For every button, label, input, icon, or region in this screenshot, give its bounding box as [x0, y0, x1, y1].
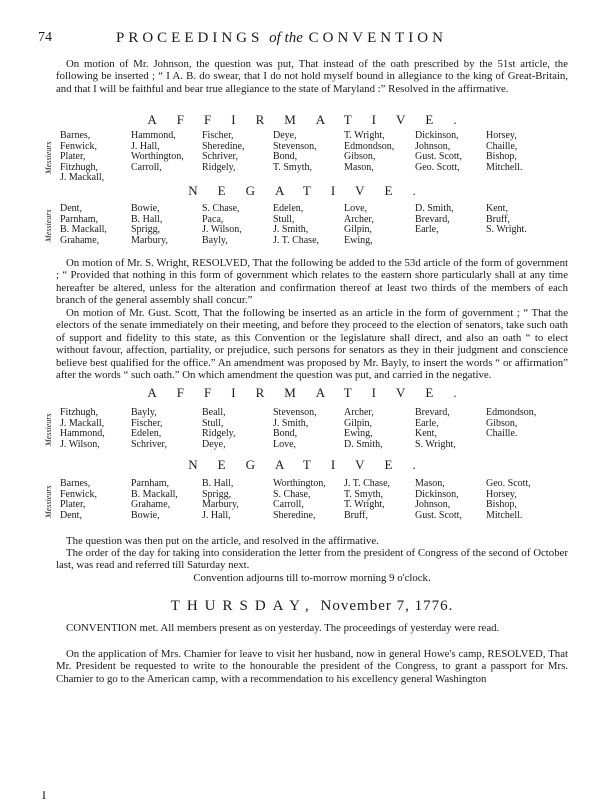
vote2-negative-list: [44, 479, 574, 525]
member-name: Johnson,: [415, 499, 451, 511]
name-columns: [60, 479, 574, 521]
member-name: Gust. Scott,: [415, 151, 462, 163]
member-name: Brevard,: [415, 213, 450, 225]
member-name: Love,: [344, 203, 368, 214]
member-name: S. Wright.: [486, 224, 527, 236]
paragraph-scott-motion: On motion of Mr. Gust. Scott, That the following be inserted as an article in the form of government ; “ That the electors of the senate immediately on their meeting, and before they proceed to the election of senators, take such oath of support and fidelity to this state, as this Convention or the legislature shall direct, and also an oath “ to elect without favour, affection, partiality, or prejudice, such persons for senators as they in their judgment and conscience believe best qualified for the office.” An amendment was proposed by Mr. Bayly, to insert the words “ or affirmation” after the words “ such oath.” On which amendment the question was put, and carried in the negative.: [56, 307, 568, 382]
member-name: T. Wright,: [344, 130, 385, 141]
day-name: THURSDAY,: [170, 598, 316, 614]
member-name: B. Mackall,: [60, 224, 107, 236]
title-main: PROCEEDINGS: [116, 30, 264, 46]
member-name: Barnes,: [60, 478, 91, 489]
member-name: D. Smith,: [344, 438, 383, 450]
member-name: T. Wright,: [344, 499, 385, 511]
member-name: Fitzhugh,: [60, 407, 99, 418]
member-name: Earle,: [415, 224, 439, 236]
member-name: Worthington,: [273, 478, 326, 489]
name-column: [486, 131, 557, 184]
member-name: Gilpin,: [344, 224, 373, 236]
member-name: Bishop,: [486, 499, 517, 511]
name-column: [415, 408, 486, 450]
member-name: Bruff,: [486, 213, 510, 225]
member-name: Bayly,: [202, 234, 228, 246]
member-name: Dent,: [60, 509, 82, 521]
member-name: J. T. Chase,: [344, 478, 391, 489]
member-name: Stull,: [273, 213, 295, 225]
member-name: Dickinson,: [415, 488, 459, 500]
name-column: [131, 204, 202, 246]
name-column: [415, 479, 486, 521]
vote1-negative-heading: NEGATIVE.: [188, 183, 436, 198]
member-name: J. Smith,: [273, 417, 309, 429]
paragraph-oath-motion: On motion of Mr. Johnson, the question was put, That instead of the oath prescribed by the 51st article, the following be inserted ; “ I A. B. do swear, that I do not hold myself bound in allegiance to the king of Great-Britain, and that I will be faithful and bear true allegiance to the state of Maryland :” Resolved in the affirmative.: [56, 58, 568, 95]
member-name: Deye,: [202, 438, 226, 450]
name-columns: [60, 131, 574, 184]
member-name: Deye,: [273, 130, 297, 141]
member-name: B. Hall,: [131, 213, 163, 225]
name-column: [486, 479, 557, 521]
member-name: Barnes,: [60, 130, 91, 141]
name-column: [60, 408, 131, 450]
member-name: Stevenson,: [273, 140, 317, 152]
name-column: [202, 131, 273, 184]
member-name: J. Wilson,: [60, 438, 100, 450]
member-name: Plater,: [60, 151, 86, 163]
messieurs-label: Messieurs: [44, 413, 53, 447]
member-name: Johnson,: [415, 140, 451, 152]
day-heading: [56, 598, 568, 615]
member-name: Earle,: [415, 417, 439, 429]
member-name: J. Hall,: [202, 509, 231, 521]
member-name: Worthington,: [131, 151, 184, 163]
member-name: Brevard,: [415, 407, 450, 418]
member-name: S. Chase,: [273, 488, 311, 500]
name-column: [60, 131, 131, 184]
member-name: Carroll,: [273, 499, 304, 511]
member-name: J. Wilson,: [202, 224, 242, 236]
member-name: Ridgely,: [202, 161, 236, 173]
vote2-negative-heading: NEGATIVE.: [188, 457, 436, 472]
member-name: Love,: [273, 438, 297, 450]
paragraph-convention-met: CONVENTION met. All members present as on yesterday. The proceedings of yesterday were read.: [66, 622, 500, 634]
member-name: Chaille,: [486, 140, 518, 152]
member-name: Edelen,: [131, 428, 162, 440]
member-name: Kent,: [415, 428, 437, 440]
name-column: [344, 479, 415, 521]
name-column: [131, 479, 202, 521]
member-name: Edmondson,: [486, 407, 537, 418]
name-column: [60, 204, 131, 246]
member-name: Gilpin,: [344, 417, 373, 429]
member-name: Mason,: [415, 478, 445, 489]
member-name: T. Smyth,: [273, 161, 312, 173]
name-columns: [60, 408, 574, 450]
name-column: [273, 408, 344, 450]
messieurs-label: Messieurs: [44, 209, 53, 243]
member-name: Ewing,: [344, 234, 373, 246]
member-name: Parnham,: [60, 213, 99, 225]
member-name: Horsey,: [486, 130, 517, 141]
member-name: Gibson,: [344, 151, 376, 163]
member-name: Chaille.: [486, 428, 518, 440]
member-name: Geo. Scott,: [415, 161, 460, 173]
title-end: CONVENTION: [308, 30, 447, 46]
day-date: November 7, 1776.: [320, 598, 454, 614]
member-name: J. Mackall,: [60, 417, 105, 429]
name-column: [273, 479, 344, 521]
title-of: of the: [269, 30, 303, 46]
member-name: S. Chase,: [202, 203, 240, 214]
vote1-affirmative-heading: AFFIRMATIVE.: [147, 112, 477, 127]
paragraph-article-result: The question was then put on the article, and resolved in the affirmative.: [66, 535, 379, 547]
member-name: Sprigg,: [202, 488, 232, 500]
name-column: [131, 408, 202, 450]
name-column: [60, 479, 131, 521]
member-name: Schriver,: [202, 151, 238, 163]
member-name: Dickinson,: [415, 130, 459, 141]
member-name: Paca,: [202, 213, 224, 225]
stray-mark: I: [42, 788, 46, 802]
name-column: [415, 204, 486, 246]
member-name: S. Wright,: [415, 438, 456, 450]
member-name: Stull,: [202, 417, 224, 429]
member-name: Bishop,: [486, 151, 517, 163]
member-name: Ridgely,: [202, 428, 236, 440]
member-name: Geo. Scott,: [486, 478, 531, 489]
member-name: Edmondson,: [344, 140, 395, 152]
page-header: [38, 30, 578, 48]
name-column: [486, 204, 557, 246]
member-name: Stevenson,: [273, 407, 317, 418]
member-name: T. Smyth,: [344, 488, 383, 500]
member-name: Bayly,: [131, 407, 157, 418]
paragraph-adjournment: Convention adjourns till to-morrow morning 9 o'clock.: [193, 572, 431, 584]
member-name: Sheredine,: [273, 509, 316, 521]
member-name: D. Smith,: [415, 203, 454, 214]
member-name: Mitchell.: [486, 161, 523, 173]
member-name: Parnham,: [131, 478, 170, 489]
member-name: Horsey,: [486, 488, 517, 500]
name-column: [131, 131, 202, 184]
name-column: [344, 204, 415, 246]
member-name: Gibson,: [486, 417, 518, 429]
member-name: Hammond,: [60, 428, 105, 440]
member-name: Mason,: [344, 161, 374, 173]
name-column: [344, 408, 415, 450]
member-name: Archer,: [344, 213, 374, 225]
name-column: [273, 204, 344, 246]
member-name: Grahame,: [60, 234, 100, 246]
member-name: Fenwick,: [60, 140, 97, 152]
member-name: J. Hall,: [131, 140, 160, 152]
member-name: Schriver,: [131, 438, 167, 450]
member-name: Grahame,: [131, 499, 171, 511]
member-name: J. Mackall,: [60, 172, 105, 184]
member-name: Sprigg,: [131, 224, 161, 236]
messieurs-label: Messieurs: [44, 141, 53, 175]
name-column: [273, 131, 344, 184]
member-name: Kent,: [486, 203, 508, 214]
page-number: 74: [38, 30, 52, 45]
vote1-negative-list: [44, 204, 574, 248]
member-name: Archer,: [344, 407, 374, 418]
member-name: Hammond,: [131, 130, 176, 141]
member-name: Marbury,: [202, 499, 239, 511]
member-name: Beall,: [202, 407, 226, 418]
name-column: [202, 408, 273, 450]
member-name: Ewing,: [344, 428, 373, 440]
member-name: Fitzhugh,: [60, 161, 99, 173]
member-name: Sheredine,: [202, 140, 245, 152]
name-column: [486, 408, 557, 450]
member-name: Fischer,: [131, 417, 163, 429]
member-name: J. T. Chase,: [273, 234, 320, 246]
name-column: [344, 131, 415, 184]
vote2-affirmative-heading: AFFIRMATIVE.: [147, 385, 477, 400]
member-name: B. Hall,: [202, 478, 234, 489]
member-name: Bowie,: [131, 203, 160, 214]
member-name: Bond,: [273, 428, 298, 440]
member-name: J. Smith,: [273, 224, 309, 236]
member-name: Fischer,: [202, 130, 234, 141]
member-name: Gust. Scott,: [415, 509, 462, 521]
name-column: [202, 204, 273, 246]
name-columns: [60, 204, 574, 246]
paragraph-order-of-day: The order of the day for taking into consideration the letter from the president of Congress of the second of October last, was read and referred till Saturday next.: [56, 547, 568, 572]
vote2-affirmative-list: [44, 408, 574, 452]
member-name: Plater,: [60, 499, 86, 511]
member-name: Carroll,: [131, 161, 162, 173]
member-name: Bond,: [273, 151, 298, 163]
paragraph-wright-motion: On motion of Mr. S. Wright, RESOLVED, That the following be added to the 53d article of the form of government ; “ Provided that nothing in this form of government which relates to the eastern shore particularly shall at any time hereafter be altered, unless for the alteration and confirmation thereof at least two thirds of the members of each branch of the general assembly shall concur.”: [56, 257, 568, 307]
member-name: Dent,: [60, 203, 82, 214]
member-name: Bowie,: [131, 509, 160, 521]
member-name: Marbury,: [131, 234, 168, 246]
member-name: Bruff,: [344, 509, 368, 521]
vote1-affirmative-list: [44, 131, 574, 185]
member-name: Mitchell.: [486, 509, 523, 521]
name-column: [202, 479, 273, 521]
name-column: [415, 131, 486, 184]
member-name: Fenwick,: [60, 488, 97, 500]
running-title: [116, 30, 447, 47]
member-name: Edelen,: [273, 203, 304, 214]
member-name: B. Mackall,: [131, 488, 178, 500]
paragraph-chamier: On the application of Mrs. Chamier for leave to visit her husband, now in general Howe's camp, RESOLVED, That Mr. President be requested to write to the honourable the president of the Congress, to grant a passport for Mrs. Chamier to go to the American camp, with a recommendation to his excellency general Washington: [56, 648, 568, 685]
messieurs-label: Messieurs: [44, 485, 53, 519]
